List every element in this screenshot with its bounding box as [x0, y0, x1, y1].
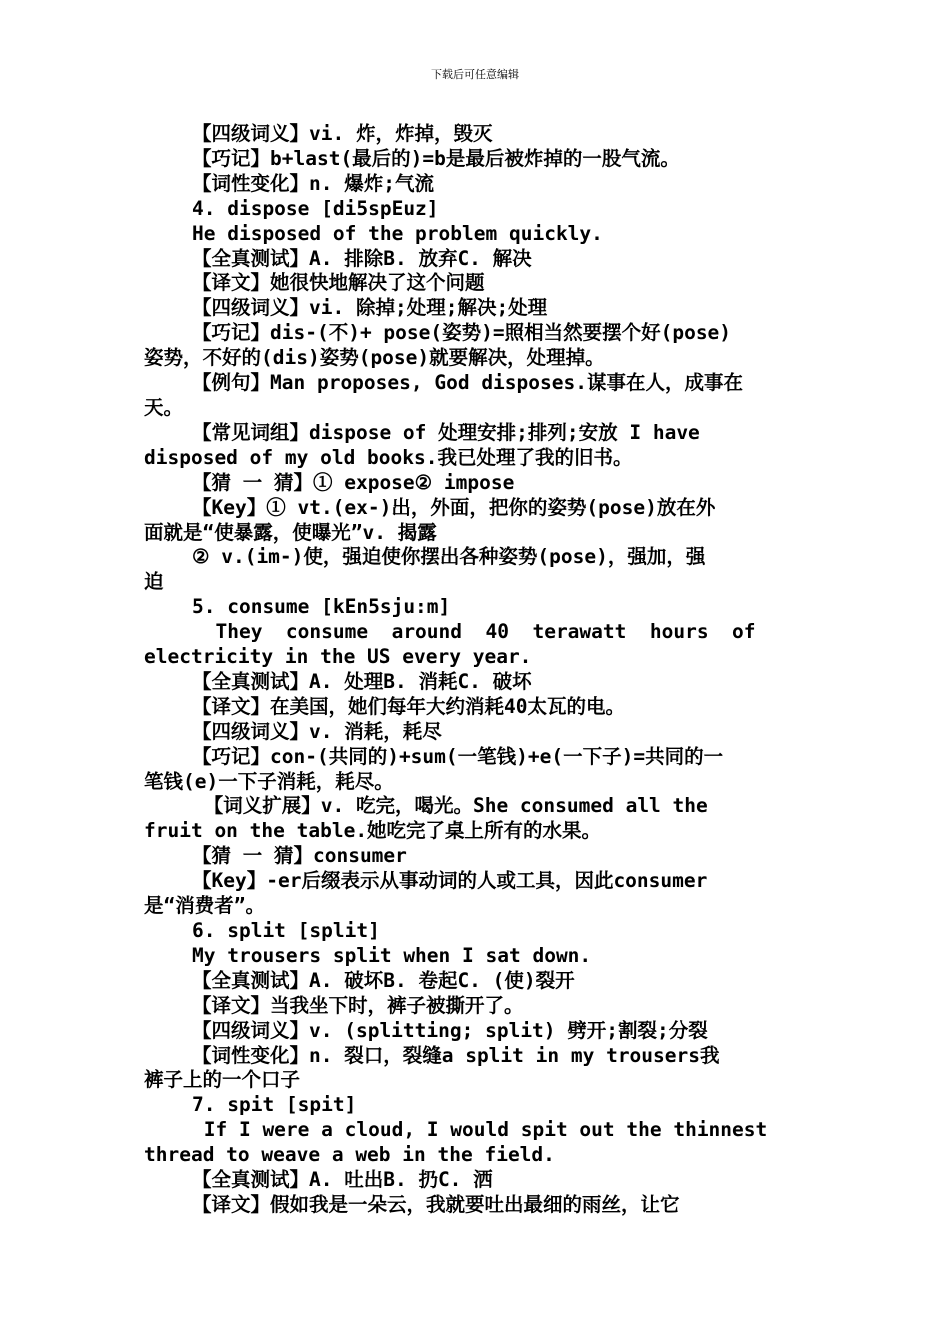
text-line: 【猜 一 猜】① expose② impose — [192, 470, 515, 494]
text-line: electricity in the US every year. — [144, 645, 532, 669]
text-line: 天。 — [144, 395, 184, 419]
document-body — [144, 122, 806, 1218]
text-line: 【全真测试】A. 排除B. 放弃C. 解决 — [192, 246, 532, 270]
text-line: 【译文】假如我是一朵云，我就要吐出最细的雨丝，让它 — [192, 1192, 680, 1216]
text-line: My trousers split when I sat down. — [192, 943, 592, 967]
text-line: disposed of my old books.我已处理了我的旧书。 — [144, 445, 633, 469]
text-line: 【四级词义】vi. 除掉;处理;解决;处理 — [192, 296, 548, 320]
text-line: 面就是“使暴露，使曝光”v. 揭露 — [144, 520, 437, 544]
text-line: fruit on the table.她吃完了桌上所有的水果。 — [144, 819, 602, 843]
text-line: 【词义扩展】v. 吃完，喝光。She consumed all the — [192, 794, 708, 818]
text-line: If I were a cloud, I would spit out the thinnest — [192, 1118, 768, 1142]
text-line: ② v.(im-)使，强迫使你摆出各种姿势(pose)，强加，强 — [192, 545, 706, 569]
text-line: 【Key】-er后缀表示从事动词的人或工具，因此consumer — [192, 869, 708, 893]
text-line: 笔钱(e)一下子消耗，耗尽。 — [144, 769, 394, 793]
text-line: 是“消费者”。 — [144, 894, 265, 918]
text-line: 7. spit [spit] — [192, 1093, 357, 1117]
text-line: 【全真测试】A. 吐出B. 扔C. 洒 — [192, 1168, 493, 1192]
text-line: 【词性变化】n. 爆炸;气流 — [192, 171, 434, 195]
text-line: 【猜 一 猜】consumer — [192, 844, 407, 868]
text-line: 【巧记】con-(共同的)+sum(一笔钱)+e(一下子)=共同的一 — [192, 744, 724, 768]
text-line: 【四级词义】v. 消耗，耗尽 — [192, 719, 442, 743]
text-line: 裤子上的一个口子 — [144, 1068, 301, 1092]
text-line: 6. split [split] — [192, 919, 380, 942]
page-header: 下载后可任意编辑 — [431, 68, 519, 81]
text-line: 【译文】当我坐下时，裤子被撕开了。 — [192, 993, 524, 1017]
text-line: 【全真测试】A. 处理B. 消耗C. 破坏 — [192, 669, 532, 693]
text-line: 【译文】她很快地解决了这个问题 — [192, 271, 485, 295]
text-line: 4. dispose [di5spEuz] — [192, 196, 439, 220]
text-line: 5. consume [kEn5sju:m] — [192, 595, 451, 619]
text-line: 【四级词义】vi. 炸，炸掉，毁灭 — [192, 122, 493, 145]
text-line: 【词性变化】n. 裂口，裂缝a split in my trousers我 — [192, 1043, 720, 1067]
text-line: 【例句】Man proposes, God disposes.谋事在人，成事在 — [192, 371, 743, 395]
text-line: 【巧记】dis-(不)+ pose(姿势)=照相当然要摆个好(pose) — [192, 321, 732, 345]
text-line: 姿势，不好的(dis)姿势(pose)就要解决，处理掉。 — [144, 346, 605, 370]
text-line: They consume around 40 terawatt hours of — [192, 620, 756, 644]
text-line: 【全真测试】A. 破坏B. 卷起C. (使)裂开 — [192, 968, 575, 992]
text-line: 【Key】① vt.(ex-)出，外面，把你的姿势(pose)放在外 — [192, 495, 716, 519]
text-line: 【常见词组】dispose of 处理安排;排列;安放 I have — [192, 420, 700, 444]
text-line: 迫 — [144, 570, 164, 594]
text-line: He disposed of the problem quickly. — [192, 221, 603, 245]
text-line: thread to weave a web in the field. — [144, 1143, 555, 1167]
text-line: 【译文】在美国，她们每年大约消耗40太瓦的电。 — [192, 694, 625, 718]
text-line: 【四级词义】v. (splitting; split) 劈开;割裂;分裂 — [192, 1018, 708, 1042]
text-line: 【巧记】b+last(最后的)=b是最后被炸掉的一股气流。 — [192, 146, 680, 170]
